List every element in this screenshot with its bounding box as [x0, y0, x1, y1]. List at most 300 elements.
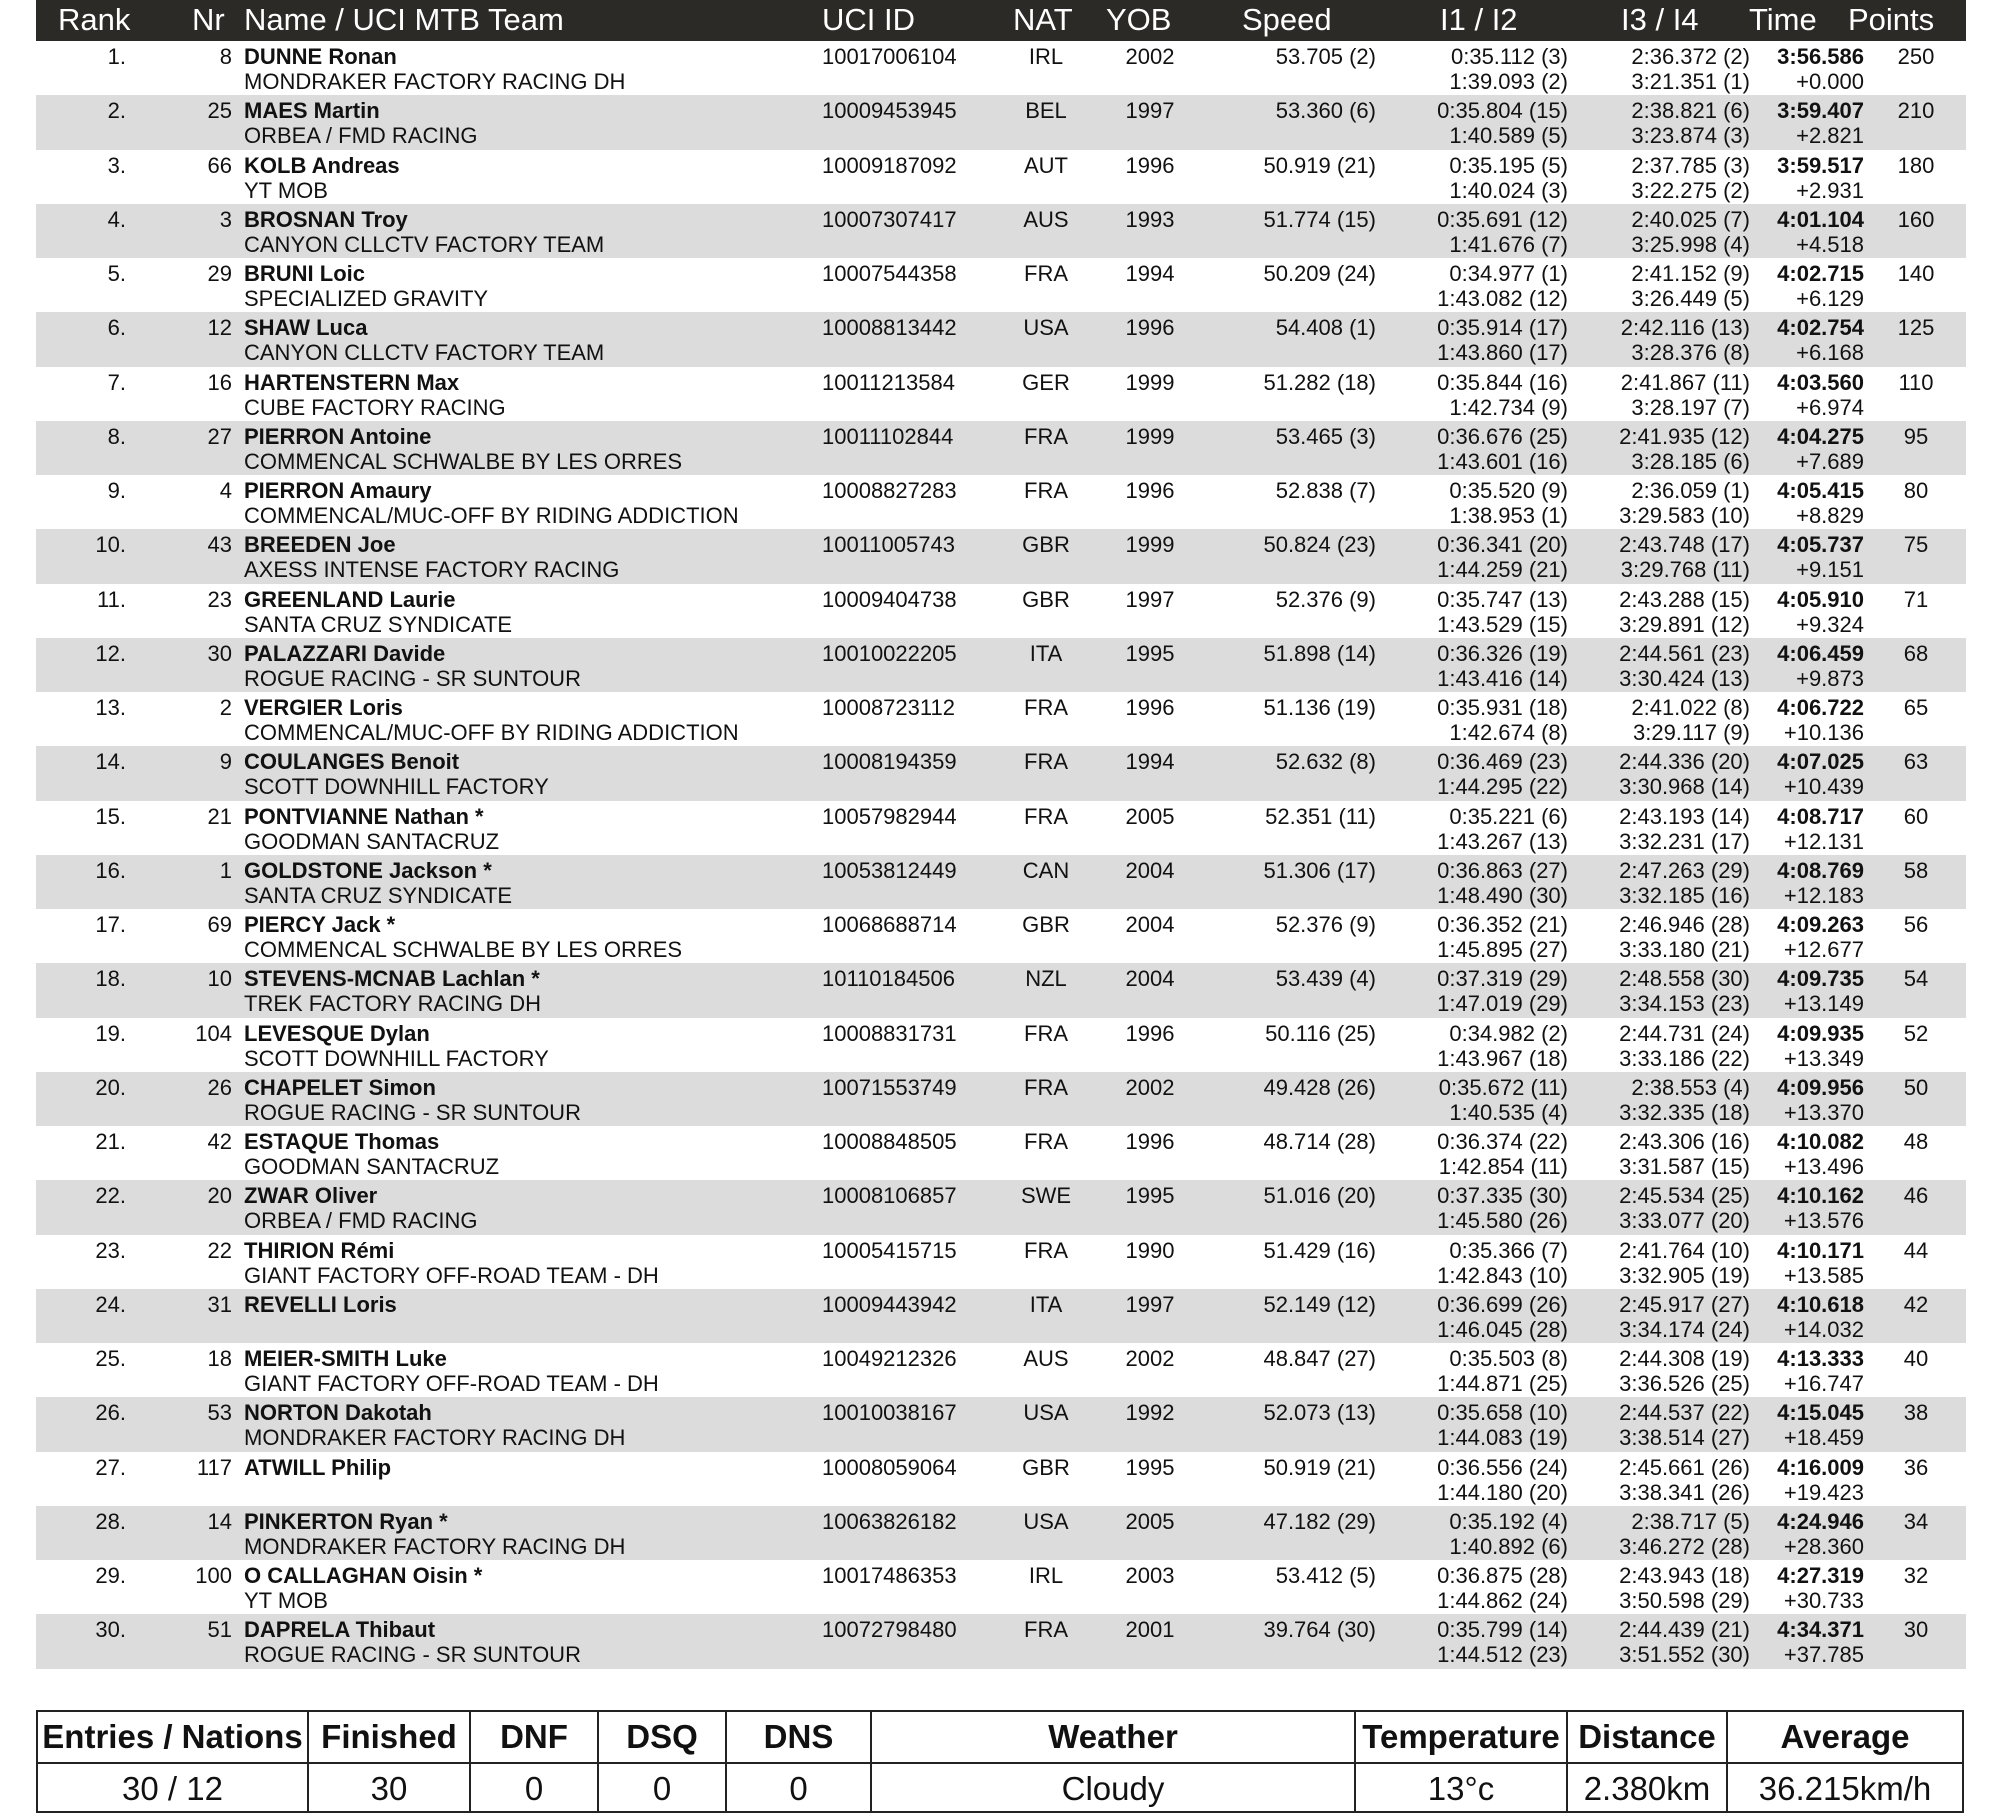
split-i3-cell: 2:38.553 (4) — [1631, 1074, 1750, 1100]
finish-time-cell: 4:08.769 — [1777, 857, 1864, 883]
points-cell: 71 — [1903, 586, 1929, 612]
split-i1-cell: 0:36.326 (19) — [1437, 640, 1568, 666]
split-i2-cell: 1:44.259 (21) — [1437, 557, 1568, 583]
time-gap-cell: +2.821 — [1796, 123, 1864, 149]
split-i2-cell: 1:44.180 (20) — [1437, 1479, 1568, 1505]
split-i4-cell: 3:32.905 (19) — [1619, 1262, 1750, 1288]
split-i2-cell: 1:43.860 (17) — [1437, 340, 1568, 366]
team-name-cell: ROGUE RACING - SR SUNTOUR — [244, 665, 581, 691]
split-i3-cell: 2:45.917 (27) — [1619, 1291, 1750, 1317]
split-i2-cell: 1:41.676 (7) — [1449, 231, 1568, 257]
average-value: 36.215km/h — [1758, 1770, 1932, 1807]
rank-cell: 12. — [95, 640, 126, 666]
split-i2-cell: 1:43.529 (15) — [1437, 611, 1568, 637]
table-row — [36, 909, 1966, 963]
split-i3-cell: 2:47.263 (29) — [1619, 857, 1750, 883]
split-i4-cell: 3:32.335 (18) — [1619, 1099, 1750, 1125]
team-name-cell: YT MOB — [244, 1588, 328, 1613]
uci-id-cell: 10010022205 — [822, 640, 957, 666]
split-i4-cell: 3:29.891 (12) — [1619, 611, 1750, 637]
points-cell: 68 — [1903, 640, 1929, 666]
finish-time-cell: 4:08.717 — [1777, 803, 1864, 829]
uci-id-cell: 10008194359 — [822, 749, 957, 775]
speed-cell: 51.306 (17) — [1263, 857, 1376, 883]
points-cell: 44 — [1903, 1237, 1929, 1263]
team-name-cell: SCOTT DOWNHILL FACTORY — [244, 1045, 549, 1071]
bib-number-cell: 43 — [207, 532, 232, 558]
rider-name-cell: ATWILL Philip — [244, 1454, 392, 1480]
speed-cell: 48.714 (28) — [1263, 1129, 1376, 1154]
nationality-cell: SWE — [1020, 1183, 1072, 1209]
points-cell: 125 — [1897, 315, 1935, 341]
yob-cell: 1996 — [1125, 1020, 1175, 1046]
header-i1-i2: I1 / I2 — [1440, 2, 1518, 37]
split-i2-cell: 1:44.862 (24) — [1437, 1588, 1568, 1613]
table-row — [36, 95, 1966, 149]
split-i3-cell: 2:41.022 (8) — [1631, 695, 1750, 720]
split-i2-cell: 1:40.024 (3) — [1449, 177, 1568, 203]
speed-cell: 54.408 (1) — [1275, 315, 1376, 341]
team-name-cell: TREK FACTORY RACING DH — [244, 991, 542, 1017]
team-name-cell: COMMENCAL SCHWALBE BY LES ORRES — [244, 448, 683, 474]
time-gap-cell: +13.576 — [1783, 1208, 1864, 1234]
bib-number-cell: 4 — [219, 478, 232, 503]
split-i2-cell: 1:44.871 (25) — [1437, 1371, 1568, 1396]
points-cell: 180 — [1897, 152, 1935, 178]
split-i3-cell: 2:41.764 (10) — [1619, 1237, 1750, 1263]
rank-cell: 6. — [107, 315, 126, 341]
time-gap-cell: +10.439 — [1783, 774, 1864, 800]
dnf-value: 0 — [524, 1770, 544, 1807]
points-cell: 42 — [1903, 1291, 1929, 1317]
header-time: Time — [1749, 2, 1817, 37]
time-gap-cell: +9.873 — [1796, 665, 1864, 691]
rider-name-cell: CHAPELET Simon — [244, 1074, 436, 1100]
speed-cell: 53.439 (4) — [1275, 966, 1376, 992]
split-i1-cell: 0:36.374 (22) — [1437, 1129, 1568, 1154]
table-row — [36, 367, 1966, 421]
nationality-cell: FRA — [1024, 1074, 1068, 1100]
header-points: Points — [1848, 2, 1935, 37]
rider-name-cell: HARTENSTERN Max — [244, 369, 460, 395]
finish-time-cell: 4:05.415 — [1777, 478, 1864, 503]
uci-id-cell: 10008827283 — [822, 478, 957, 503]
yob-cell: 1996 — [1125, 152, 1175, 178]
rank-cell: 4. — [107, 206, 126, 232]
bib-number-cell: 27 — [207, 423, 232, 449]
table-row — [36, 638, 1966, 692]
team-name-cell: CANYON CLLCTV FACTORY TEAM — [244, 340, 605, 366]
split-i2-cell: 1:43.267 (13) — [1437, 828, 1568, 854]
bib-number-cell: 10 — [207, 966, 232, 992]
rider-name-cell: PIERRON Antoine — [244, 423, 432, 449]
time-gap-cell: +12.183 — [1783, 882, 1864, 908]
speed-cell: 52.351 (11) — [1265, 803, 1376, 829]
team-name-cell: COMMENCAL/MUC-OFF BY RIDING ADDICTION — [244, 503, 739, 528]
split-i2-cell: 1:42.674 (8) — [1449, 720, 1568, 745]
split-i2-cell: 1:47.019 (29) — [1437, 991, 1568, 1017]
nationality-cell: FRA — [1024, 1617, 1068, 1643]
split-i3-cell: 2:43.748 (17) — [1619, 532, 1750, 558]
uci-id-cell: 10017006104 — [822, 44, 957, 69]
rank-cell: 21. — [95, 1129, 126, 1154]
table-row — [36, 41, 1966, 95]
split-i2-cell: 1:45.580 (26) — [1437, 1208, 1568, 1234]
time-gap-cell: +14.032 — [1783, 1316, 1864, 1342]
team-name-cell: COMMENCAL/MUC-OFF BY RIDING ADDICTION — [244, 720, 739, 745]
yob-cell: 1994 — [1125, 261, 1175, 286]
rider-name-cell: KOLB Andreas — [244, 152, 400, 178]
bib-number-cell: 117 — [196, 1454, 232, 1480]
rank-cell: 28. — [95, 1508, 126, 1534]
nationality-cell: FRA — [1024, 1020, 1068, 1046]
table-row — [36, 1343, 1966, 1397]
rider-name-cell: COULANGES Benoit — [244, 749, 460, 775]
points-cell: 58 — [1903, 857, 1929, 883]
rank-cell: 23. — [95, 1237, 126, 1263]
rank-cell: 3. — [107, 152, 126, 178]
time-gap-cell: +0.000 — [1796, 69, 1864, 94]
split-i1-cell: 0:35.366 (7) — [1449, 1237, 1568, 1263]
split-i4-cell: 3:38.341 (26) — [1619, 1479, 1750, 1505]
split-i2-cell: 1:44.512 (23) — [1437, 1642, 1568, 1668]
team-name-cell: GOODMAN SANTACRUZ — [244, 1154, 500, 1179]
rider-name-cell: THIRION Rémi — [244, 1237, 395, 1263]
rank-cell: 14. — [95, 749, 126, 775]
yob-cell: 1996 — [1125, 478, 1175, 503]
rank-cell: 26. — [95, 1400, 126, 1426]
points-cell: 54 — [1903, 966, 1929, 992]
finished-value: 30 — [370, 1770, 408, 1807]
finish-time-cell: 4:02.715 — [1777, 261, 1864, 286]
split-i3-cell: 2:43.306 (16) — [1619, 1129, 1750, 1154]
table-row — [36, 529, 1966, 583]
yob-cell: 1997 — [1125, 98, 1175, 124]
table-row — [36, 746, 1966, 800]
time-gap-cell: +16.747 — [1783, 1371, 1864, 1396]
split-i4-cell: 3:22.275 (2) — [1631, 177, 1750, 203]
uci-id-cell: 10008106857 — [822, 1183, 957, 1209]
uci-id-cell: 10008813442 — [822, 315, 957, 341]
team-name-cell: COMMENCAL SCHWALBE BY LES ORRES — [244, 937, 683, 962]
yob-cell: 1995 — [1125, 1454, 1175, 1480]
yob-cell: 2003 — [1125, 1563, 1175, 1588]
finished-cell — [309, 1712, 471, 1811]
finish-time-cell: 4:16.009 — [1777, 1454, 1864, 1480]
points-cell: 250 — [1897, 44, 1935, 69]
uci-id-cell: 10008831731 — [822, 1020, 957, 1046]
finish-time-cell: 4:10.082 — [1777, 1129, 1864, 1154]
speed-cell: 53.705 (2) — [1275, 44, 1376, 69]
race-summary — [36, 1710, 1964, 1813]
team-name-cell: SCOTT DOWNHILL FACTORY — [244, 774, 549, 800]
rank-cell: 22. — [95, 1183, 126, 1209]
speed-cell: 50.116 (25) — [1265, 1020, 1376, 1046]
points-cell: 75 — [1903, 532, 1929, 558]
split-i3-cell: 2:44.561 (23) — [1619, 640, 1750, 666]
table-header — [36, 0, 1966, 41]
rank-cell: 24. — [95, 1291, 126, 1317]
split-i1-cell: 0:36.352 (21) — [1437, 912, 1568, 937]
table-row — [36, 312, 1966, 366]
distance-cell — [1568, 1712, 1728, 1811]
split-i2-cell: 1:45.895 (27) — [1437, 937, 1568, 962]
nationality-cell: FRA — [1024, 423, 1068, 449]
rank-cell: 17. — [95, 912, 126, 937]
split-i4-cell: 3:26.449 (5) — [1631, 286, 1750, 311]
split-i3-cell: 2:43.943 (18) — [1619, 1563, 1750, 1588]
table-row — [36, 963, 1966, 1017]
bib-number-cell: 12 — [207, 315, 232, 341]
uci-id-cell: 10057982944 — [822, 803, 957, 829]
finish-time-cell: 4:27.319 — [1777, 1563, 1864, 1588]
time-gap-cell: +12.131 — [1783, 828, 1864, 854]
table-row — [36, 204, 1966, 258]
rank-cell: 13. — [95, 695, 126, 720]
finish-time-cell: 4:09.935 — [1777, 1020, 1864, 1046]
bib-number-cell: 20 — [207, 1183, 232, 1209]
yob-cell: 2002 — [1125, 1346, 1175, 1371]
split-i4-cell: 3:51.552 (30) — [1619, 1642, 1750, 1668]
split-i3-cell: 2:40.025 (7) — [1631, 206, 1750, 232]
header-uci-id: UCI ID — [822, 2, 915, 37]
time-gap-cell: +18.459 — [1783, 1425, 1864, 1451]
split-i1-cell: 0:36.469 (23) — [1437, 749, 1568, 775]
bib-number-cell: 29 — [207, 261, 232, 286]
yob-cell: 2001 — [1125, 1617, 1175, 1643]
split-i4-cell: 3:36.526 (25) — [1619, 1371, 1750, 1396]
split-i4-cell: 3:29.117 (9) — [1632, 720, 1750, 745]
yob-cell: 1996 — [1125, 315, 1175, 341]
dns-cell — [727, 1712, 872, 1811]
uci-id-cell: 10009187092 — [822, 152, 957, 178]
table-row — [36, 692, 1966, 746]
table-row — [36, 1072, 1966, 1126]
bib-number-cell: 53 — [207, 1400, 232, 1426]
split-i3-cell: 2:41.867 (11) — [1620, 369, 1750, 395]
split-i1-cell: 0:36.556 (24) — [1437, 1454, 1568, 1480]
bib-number-cell: 3 — [219, 206, 232, 232]
split-i4-cell: 3:38.514 (27) — [1619, 1425, 1750, 1451]
time-gap-cell: +28.360 — [1783, 1533, 1864, 1559]
split-i1-cell: 0:35.747 (13) — [1437, 586, 1568, 612]
split-i2-cell: 1:39.093 (2) — [1449, 69, 1568, 94]
weather-value: Cloudy — [1061, 1770, 1165, 1807]
split-i1-cell: 0:35.195 (5) — [1449, 152, 1568, 178]
rank-cell: 7. — [107, 369, 126, 395]
split-i2-cell: 1:40.589 (5) — [1449, 123, 1568, 149]
speed-cell: 50.824 (23) — [1263, 532, 1376, 558]
split-i3-cell: 2:41.935 (12) — [1619, 423, 1750, 449]
split-i2-cell: 1:48.490 (30) — [1437, 882, 1568, 908]
points-cell: 34 — [1903, 1508, 1929, 1534]
points-cell: 140 — [1897, 261, 1935, 286]
finish-time-cell: 3:59.407 — [1777, 98, 1864, 124]
nationality-cell: USA — [1023, 315, 1069, 341]
rank-cell: 25. — [95, 1346, 126, 1371]
nationality-cell: GBR — [1022, 532, 1070, 558]
rider-name-cell: MEIER-SMITH Luke — [244, 1346, 447, 1371]
rider-name-cell: DAPRELA Thibaut — [244, 1617, 436, 1643]
split-i1-cell: 0:36.676 (25) — [1437, 423, 1568, 449]
rank-cell: 16. — [95, 857, 126, 883]
rider-name-cell: SHAW Luca — [244, 315, 368, 341]
table-row — [36, 1397, 1966, 1451]
yob-cell: 2002 — [1125, 1074, 1175, 1100]
speed-cell: 52.376 (9) — [1275, 586, 1376, 612]
uci-id-cell: 10053812449 — [822, 857, 957, 883]
split-i1-cell: 0:35.672 (11) — [1438, 1074, 1568, 1100]
rank-cell: 27. — [95, 1454, 126, 1480]
header-rank: Rank — [58, 2, 131, 37]
split-i1-cell: 0:36.341 (20) — [1437, 532, 1568, 558]
yob-cell: 2005 — [1125, 1508, 1175, 1534]
uci-id-cell: 10007307417 — [822, 206, 957, 232]
bib-number-cell: 18 — [207, 1346, 232, 1371]
split-i3-cell: 2:45.661 (26) — [1619, 1454, 1750, 1480]
yob-cell: 1990 — [1125, 1237, 1175, 1263]
table-row — [36, 1018, 1966, 1072]
split-i4-cell: 3:31.587 (15) — [1619, 1154, 1750, 1179]
finish-time-cell: 4:24.946 — [1777, 1508, 1864, 1534]
split-i3-cell: 2:44.308 (19) — [1619, 1346, 1750, 1371]
bib-number-cell: 16 — [207, 369, 232, 395]
rider-name-cell: PIERRON Amaury — [244, 478, 432, 503]
uci-id-cell: 10072798480 — [822, 1617, 957, 1643]
table-row — [36, 150, 1966, 204]
bib-number-cell: 14 — [207, 1508, 232, 1534]
finish-time-cell: 4:06.722 — [1777, 695, 1864, 720]
rider-name-cell: DUNNE Ronan — [244, 44, 397, 69]
points-cell: 32 — [1903, 1563, 1929, 1588]
points-cell: 110 — [1898, 369, 1934, 395]
header-name: Name / UCI MTB Team — [244, 2, 564, 37]
split-i4-cell: 3:28.185 (6) — [1631, 448, 1750, 474]
table-row — [36, 1180, 1966, 1234]
time-gap-cell: +2.931 — [1796, 177, 1864, 203]
nationality-cell: AUS — [1023, 206, 1069, 232]
rider-name-cell: VERGIER Loris — [244, 695, 403, 720]
yob-cell: 2002 — [1125, 44, 1175, 69]
speed-cell: 52.632 (8) — [1275, 749, 1376, 775]
split-i1-cell: 0:35.503 (8) — [1449, 1346, 1568, 1371]
finish-time-cell: 3:56.586 — [1777, 44, 1864, 69]
finish-time-cell: 4:15.045 — [1777, 1400, 1864, 1426]
split-i4-cell: 3:33.180 (21) — [1619, 937, 1750, 962]
average-label: Average — [1728, 1712, 1962, 1764]
distance-label: Distance — [1568, 1712, 1726, 1764]
finish-time-cell: 4:01.104 — [1777, 206, 1864, 232]
results-table — [36, 0, 1966, 1669]
nationality-cell: NZL — [1025, 966, 1067, 992]
team-name-cell: GIANT FACTORY OFF-ROAD TEAM - DH — [244, 1371, 659, 1396]
bib-number-cell: 21 — [207, 803, 232, 829]
split-i4-cell: 3:30.968 (14) — [1619, 774, 1750, 800]
points-cell: 210 — [1897, 98, 1935, 124]
split-i3-cell: 2:44.336 (20) — [1619, 749, 1750, 775]
team-name-cell: ORBEA / FMD RACING — [244, 1208, 478, 1234]
team-name-cell: YT MOB — [244, 177, 328, 203]
split-i4-cell: 3:23.874 (3) — [1631, 123, 1750, 149]
split-i2-cell: 1:40.892 (6) — [1449, 1533, 1568, 1559]
dnf-cell — [471, 1712, 599, 1811]
split-i4-cell: 3:34.153 (23) — [1619, 991, 1750, 1017]
bib-number-cell: 1 — [219, 857, 232, 883]
speed-cell: 50.919 (21) — [1263, 152, 1376, 178]
time-gap-cell: +6.129 — [1796, 286, 1864, 311]
header-yob: YOB — [1106, 2, 1172, 37]
finish-time-cell: 4:04.275 — [1777, 423, 1864, 449]
split-i1-cell: 0:35.221 (6) — [1449, 803, 1568, 829]
speed-cell: 50.209 (24) — [1263, 261, 1376, 286]
bib-number-cell: 26 — [207, 1074, 232, 1100]
yob-cell: 1999 — [1125, 532, 1175, 558]
time-gap-cell: +6.974 — [1796, 394, 1864, 420]
time-gap-cell: +13.149 — [1783, 991, 1864, 1017]
uci-id-cell: 10007544358 — [822, 261, 957, 286]
points-cell: 50 — [1903, 1074, 1929, 1100]
rider-name-cell: BREEDEN Joe — [244, 532, 396, 558]
split-i1-cell: 0:35.914 (17) — [1437, 315, 1568, 341]
yob-cell: 2004 — [1125, 857, 1175, 883]
nationality-cell: ITA — [1029, 1291, 1063, 1317]
yob-cell: 1996 — [1125, 695, 1175, 720]
uci-id-cell: 10008723112 — [822, 695, 955, 720]
bib-number-cell: 8 — [219, 44, 232, 69]
speed-cell: 51.016 (20) — [1263, 1183, 1376, 1209]
time-gap-cell: +6.168 — [1796, 340, 1864, 366]
split-i4-cell: 3:32.185 (16) — [1619, 882, 1750, 908]
yob-cell: 1994 — [1125, 749, 1175, 775]
bib-number-cell: 51 — [207, 1617, 232, 1643]
split-i4-cell: 3:25.998 (4) — [1631, 231, 1750, 257]
split-i3-cell: 2:44.537 (22) — [1619, 1400, 1750, 1426]
yob-cell: 1992 — [1125, 1400, 1175, 1426]
time-gap-cell: +30.733 — [1783, 1588, 1864, 1613]
time-gap-cell: +19.423 — [1783, 1479, 1864, 1505]
bib-number-cell: 69 — [207, 912, 232, 937]
split-i2-cell: 1:44.295 (22) — [1437, 774, 1568, 800]
points-cell: 52 — [1903, 1020, 1929, 1046]
temperature-value: 13°c — [1427, 1770, 1495, 1807]
uci-id-cell: 10009443942 — [822, 1291, 957, 1317]
rider-name-cell: STEVENS-MCNAB Lachlan * — [244, 966, 540, 992]
split-i1-cell: 0:34.982 (2) — [1449, 1020, 1568, 1046]
time-gap-cell: +13.585 — [1783, 1262, 1864, 1288]
split-i1-cell: 0:35.192 (4) — [1449, 1508, 1568, 1534]
rank-cell: 19. — [95, 1020, 126, 1046]
rider-name-cell: PIERCY Jack * — [244, 912, 396, 937]
temperature-cell — [1356, 1712, 1568, 1811]
finish-time-cell: 4:10.618 — [1777, 1291, 1864, 1317]
nationality-cell: ITA — [1029, 640, 1063, 666]
time-gap-cell: +7.689 — [1796, 448, 1864, 474]
nationality-cell: USA — [1023, 1508, 1069, 1534]
split-i3-cell: 2:38.717 (5) — [1631, 1508, 1750, 1534]
split-i4-cell: 3:29.583 (10) — [1619, 503, 1750, 528]
split-i3-cell: 2:43.288 (15) — [1619, 586, 1750, 612]
rider-name-cell: PINKERTON Ryan * — [244, 1508, 448, 1534]
yob-cell: 1996 — [1125, 1129, 1175, 1154]
finish-time-cell: 4:10.171 — [1777, 1237, 1864, 1263]
team-name-cell: ROGUE RACING - SR SUNTOUR — [244, 1099, 581, 1125]
speed-cell: 50.919 (21) — [1263, 1454, 1376, 1480]
average-cell — [1728, 1712, 1962, 1811]
rider-name-cell: BRUNI Loic — [244, 261, 365, 286]
uci-id-cell: 10005415715 — [822, 1237, 957, 1263]
entries-nations-cell — [38, 1712, 309, 1811]
split-i1-cell: 0:35.691 (12) — [1437, 206, 1568, 232]
